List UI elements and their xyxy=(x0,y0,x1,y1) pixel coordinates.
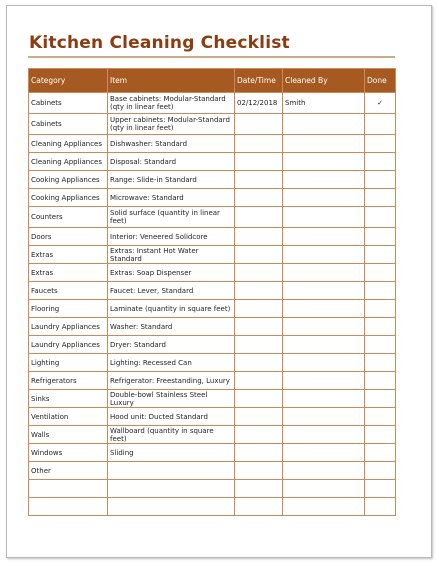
table-row xyxy=(29,372,396,390)
cell-datetime[interactable] xyxy=(235,462,283,480)
cell-cleaned-by[interactable] xyxy=(283,336,365,354)
cell-category: Flooring xyxy=(29,300,108,318)
cell-datetime[interactable] xyxy=(235,153,283,171)
table-row xyxy=(29,228,396,246)
cell-datetime[interactable] xyxy=(235,171,283,189)
cell-datetime[interactable] xyxy=(235,426,283,444)
cell-item xyxy=(108,462,235,480)
cell-datetime[interactable]: 02/12/2018 xyxy=(235,93,283,114)
cell-cleaned-by[interactable] xyxy=(283,264,365,282)
cell-category: Extras xyxy=(29,264,108,282)
cell-done[interactable] xyxy=(365,282,396,300)
header-datetime: Date/Time xyxy=(235,69,283,93)
cell-datetime[interactable] xyxy=(235,114,283,135)
page-title: Kitchen Cleaning Checklist xyxy=(29,33,290,53)
header-done: Done xyxy=(365,69,396,93)
cell-cleaned-by[interactable] xyxy=(283,462,365,480)
cell-category: Ventilation xyxy=(29,408,108,426)
cell-cleaned-by[interactable] xyxy=(283,135,365,153)
cell-cleaned-by[interactable] xyxy=(283,390,365,408)
cell-datetime[interactable] xyxy=(235,318,283,336)
table-row xyxy=(29,93,396,114)
cell-datetime[interactable] xyxy=(235,264,283,282)
table-row xyxy=(29,171,396,189)
cell-datetime[interactable] xyxy=(235,336,283,354)
cell-category: Other xyxy=(29,462,108,480)
cell-item: Dishwasher: Standard xyxy=(108,135,235,153)
cell-item: Dryer: Standard xyxy=(108,336,235,354)
cell-item: Interior: Veneered Solidcore xyxy=(108,228,235,246)
cell-item: Solid surface (quantity in linear feet) xyxy=(108,207,235,228)
cell-item: Disposal: Standard xyxy=(108,153,235,171)
table-row xyxy=(29,114,396,135)
table-row xyxy=(29,408,396,426)
table-row xyxy=(29,153,396,171)
cell-cleaned-by[interactable] xyxy=(283,426,365,444)
header-category: Category xyxy=(29,69,108,93)
cell-done[interactable] xyxy=(365,153,396,171)
cell-datetime[interactable] xyxy=(235,390,283,408)
cell-done[interactable] xyxy=(365,246,396,264)
cell-category: Extras xyxy=(29,246,108,264)
cell-category: Cooking Appliances xyxy=(29,189,108,207)
cell-done[interactable] xyxy=(365,444,396,462)
cell-cleaned-by[interactable] xyxy=(283,171,365,189)
table-row xyxy=(29,390,396,408)
cell-cleaned-by[interactable] xyxy=(283,153,365,171)
title-underline xyxy=(28,56,395,58)
cell-datetime[interactable] xyxy=(235,480,283,498)
cell-category: Doors xyxy=(29,228,108,246)
cell-cleaned-by[interactable] xyxy=(283,114,365,135)
cell-datetime[interactable] xyxy=(235,282,283,300)
cell-item: Washer: Standard xyxy=(108,318,235,336)
cell-item: Hood unit: Ducted Standard xyxy=(108,408,235,426)
cell-cleaned-by[interactable] xyxy=(283,207,365,228)
table-row xyxy=(29,354,396,372)
cell-category: Cooking Appliances xyxy=(29,171,108,189)
cell-cleaned-by[interactable] xyxy=(283,282,365,300)
cell-category: Sinks xyxy=(29,390,108,408)
table-row xyxy=(29,498,396,516)
cell-datetime[interactable] xyxy=(235,207,283,228)
table-row xyxy=(29,246,396,264)
cell-category: Faucets xyxy=(29,282,108,300)
cell-category: Refrigerators xyxy=(29,372,108,390)
cell-item: Sliding xyxy=(108,444,235,462)
cell-datetime[interactable] xyxy=(235,498,283,516)
table-row xyxy=(29,264,396,282)
cell-done[interactable] xyxy=(365,498,396,516)
cell-category xyxy=(29,480,108,498)
cell-category: Cleaning Appliances xyxy=(29,135,108,153)
cell-item: Upper cabinets: Modular-Standard (qty in linear feet) xyxy=(108,114,235,135)
cell-item: Microwave: Standard xyxy=(108,189,235,207)
cell-done[interactable] xyxy=(365,372,396,390)
cell-done[interactable] xyxy=(365,462,396,480)
cell-category: Laundry Appliances xyxy=(29,318,108,336)
cell-done[interactable] xyxy=(365,264,396,282)
header-cleaned-by: Cleaned By xyxy=(283,69,365,93)
cell-done[interactable] xyxy=(365,480,396,498)
cell-datetime[interactable] xyxy=(235,372,283,390)
cell-done[interactable] xyxy=(365,135,396,153)
cell-done[interactable] xyxy=(365,114,396,135)
cell-datetime[interactable] xyxy=(235,408,283,426)
cell-datetime[interactable] xyxy=(235,246,283,264)
table-row xyxy=(29,480,396,498)
cell-cleaned-by[interactable] xyxy=(283,480,365,498)
cell-category: Cabinets xyxy=(29,93,108,114)
cell-item xyxy=(108,498,235,516)
cell-item: Laminate (quantity in square feet) xyxy=(108,300,235,318)
cell-cleaned-by[interactable] xyxy=(283,246,365,264)
table-row xyxy=(29,444,396,462)
cell-datetime[interactable] xyxy=(235,189,283,207)
cell-datetime[interactable] xyxy=(235,300,283,318)
cell-cleaned-by[interactable] xyxy=(283,408,365,426)
cell-cleaned-by[interactable] xyxy=(283,444,365,462)
cell-cleaned-by[interactable]: Smith xyxy=(283,93,365,114)
cell-category: Lighting xyxy=(29,354,108,372)
table-row xyxy=(29,318,396,336)
cell-done[interactable] xyxy=(365,390,396,408)
cell-datetime[interactable] xyxy=(235,135,283,153)
cell-done[interactable] xyxy=(365,189,396,207)
header-item: Item xyxy=(108,69,235,93)
cell-done[interactable] xyxy=(365,354,396,372)
cell-category: Walls xyxy=(29,426,108,444)
cell-cleaned-by[interactable] xyxy=(283,372,365,390)
cell-cleaned-by[interactable] xyxy=(283,189,365,207)
cell-done[interactable] xyxy=(365,300,396,318)
table-row xyxy=(29,189,396,207)
table-row xyxy=(29,336,396,354)
cell-done[interactable] xyxy=(365,207,396,228)
cell-datetime[interactable] xyxy=(235,354,283,372)
cell-cleaned-by[interactable] xyxy=(283,318,365,336)
cell-done[interactable] xyxy=(365,171,396,189)
checklist-table xyxy=(28,68,396,516)
table-row xyxy=(29,135,396,153)
cell-item xyxy=(108,480,235,498)
cell-item: Faucet: Lever, Standard xyxy=(108,282,235,300)
cell-datetime[interactable] xyxy=(235,228,283,246)
cell-item: Lighting: Recessed Can xyxy=(108,354,235,372)
cell-category: Counters xyxy=(29,207,108,228)
cell-done[interactable] xyxy=(365,318,396,336)
cell-item: Refrigerator: Freestanding, Luxury xyxy=(108,372,235,390)
cell-category: Cleaning Appliances xyxy=(29,153,108,171)
cell-cleaned-by[interactable] xyxy=(283,354,365,372)
cell-cleaned-by[interactable] xyxy=(283,498,365,516)
header-row xyxy=(29,69,396,93)
table-row xyxy=(29,426,396,444)
cell-item: Base cabinets: Modular-Standard (qty in linear feet) xyxy=(108,93,235,114)
cell-category: Windows xyxy=(29,444,108,462)
cell-category xyxy=(29,498,108,516)
table-row xyxy=(29,282,396,300)
table-row xyxy=(29,462,396,480)
cell-category: Laundry Appliances xyxy=(29,336,108,354)
cell-item: Range: Slide-in Standard xyxy=(108,171,235,189)
cell-item: Extras: Instant Hot Water Standard xyxy=(108,246,235,264)
cell-done[interactable] xyxy=(365,228,396,246)
table-row xyxy=(29,207,396,228)
cell-datetime[interactable] xyxy=(235,444,283,462)
cell-done[interactable] xyxy=(365,426,396,444)
cell-done[interactable]: ✓ xyxy=(365,93,396,114)
cell-item: Wallboard (quantity in square feet) xyxy=(108,426,235,444)
cell-cleaned-by[interactable] xyxy=(283,300,365,318)
cell-done[interactable] xyxy=(365,336,396,354)
cell-category: Cabinets xyxy=(29,114,108,135)
cell-item: Extras: Soap Dispenser xyxy=(108,264,235,282)
table-row xyxy=(29,300,396,318)
cell-done[interactable] xyxy=(365,408,396,426)
cell-item: Double-bowl Stainless Steel Luxury xyxy=(108,390,235,408)
cell-cleaned-by[interactable] xyxy=(283,228,365,246)
